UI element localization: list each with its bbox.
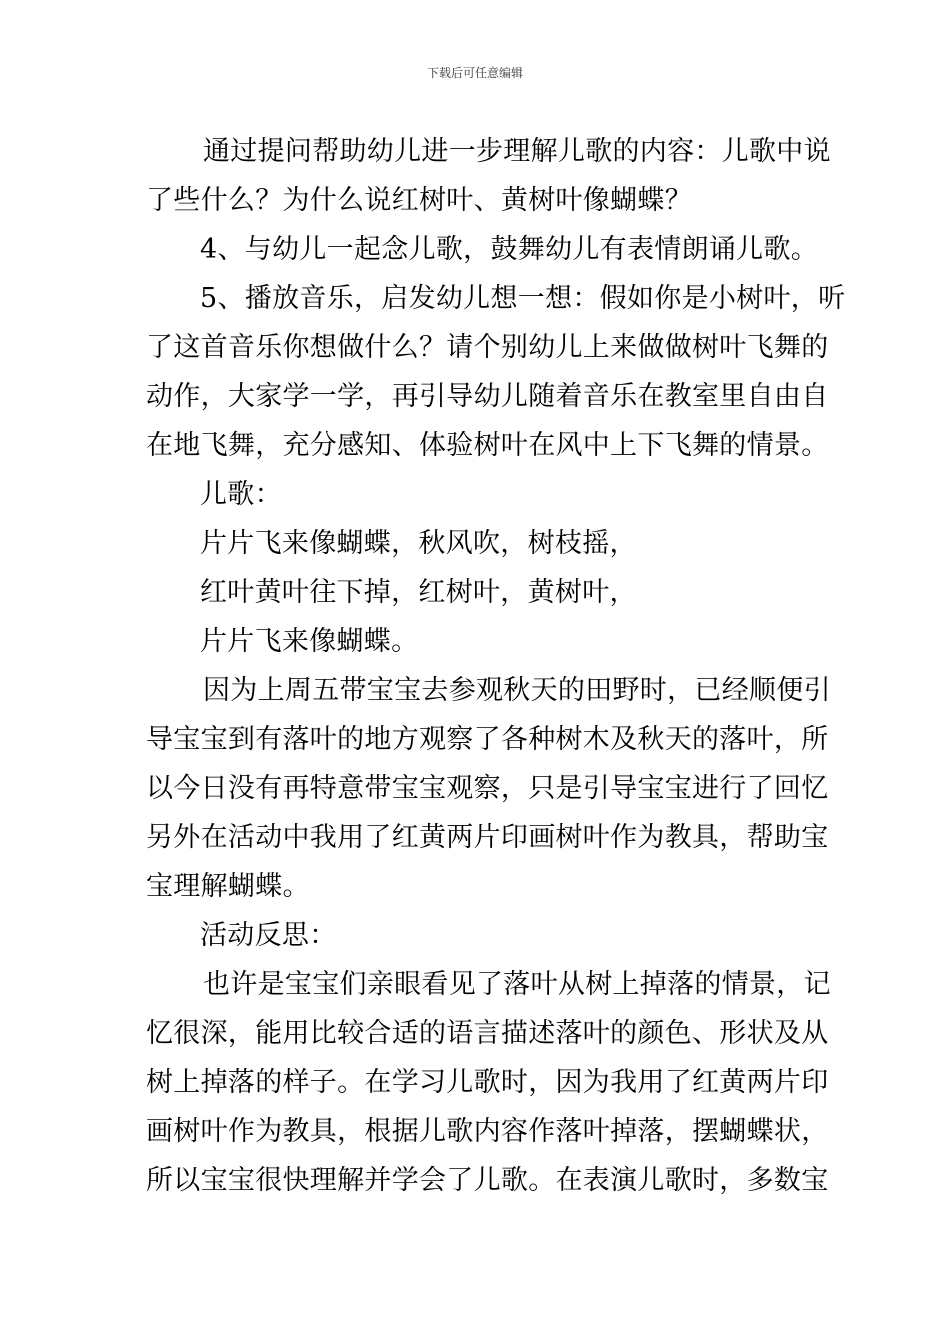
- section-heading-line: 活动反思：: [200, 920, 337, 951]
- paragraph-line: 在地飞舞，充分感知、体验树叶在风中上下飞舞的情景。: [146, 430, 829, 461]
- song-line: 片片飞来像蝴蝶，秋风吹，树枝摇，: [200, 528, 637, 559]
- paragraph-line: 画树叶作为教具，根据儿歌内容作落叶掉落，摆蝴蝶状，: [146, 1116, 829, 1147]
- paragraph-line: 以今日没有再特意带宝宝观察，只是引导宝宝进行了回忆: [146, 773, 829, 804]
- paragraph-line: 导宝宝到有落叶的地方观察了各种树木及秋天的落叶，所: [146, 724, 829, 755]
- paragraph-line: 动作，大家学一学，再引导幼儿随着音乐在教室里自由自: [146, 381, 829, 412]
- song-line: 红叶黄叶往下掉，红树叶，黄树叶，: [200, 577, 637, 608]
- paragraph-line: 宝理解蝴蝶。: [146, 871, 310, 902]
- document-body: [146, 127, 846, 1205]
- paragraph-line: 因为上周五带宝宝去参观秋天的田野时，已经顺便引: [203, 675, 831, 706]
- paragraph-line: 通过提问帮助幼儿进一步理解儿歌的内容：儿歌中说: [203, 136, 831, 167]
- page-header: 下载后可任意编辑: [426, 66, 523, 80]
- song-line: 片片飞来像蝴蝶。: [200, 626, 419, 657]
- song-title-line: 儿歌：: [200, 479, 282, 510]
- paragraph-line: 忆很深，能用比较合适的语言描述落叶的颜色、形状及从: [146, 1018, 829, 1049]
- paragraph-line: 另外在活动中我用了红黄两片印画树叶作为教具，帮助宝: [146, 822, 829, 853]
- paragraph-line: 5、播放音乐，启发幼儿想一想：假如你是小树叶，听: [200, 283, 846, 314]
- paragraph-line: 了这首音乐你想做什么？请个别幼儿上来做做树叶飞舞的: [146, 332, 829, 363]
- paragraph-line: 4、与幼儿一起念儿歌，鼓舞幼儿有表情朗诵儿歌。: [200, 234, 819, 265]
- paragraph-line: 树上掉落的样子。在学习儿歌时，因为我用了红黄两片印: [146, 1067, 829, 1098]
- paragraph-line: 了些什么？为什么说红树叶、黄树叶像蝴蝶？: [146, 185, 692, 216]
- paragraph-line: 也许是宝宝们亲眼看见了落叶从树上掉落的情景，记: [203, 969, 831, 1000]
- paragraph-line: 所以宝宝很快理解并学会了儿歌。在表演儿歌时，多数宝: [146, 1165, 829, 1196]
